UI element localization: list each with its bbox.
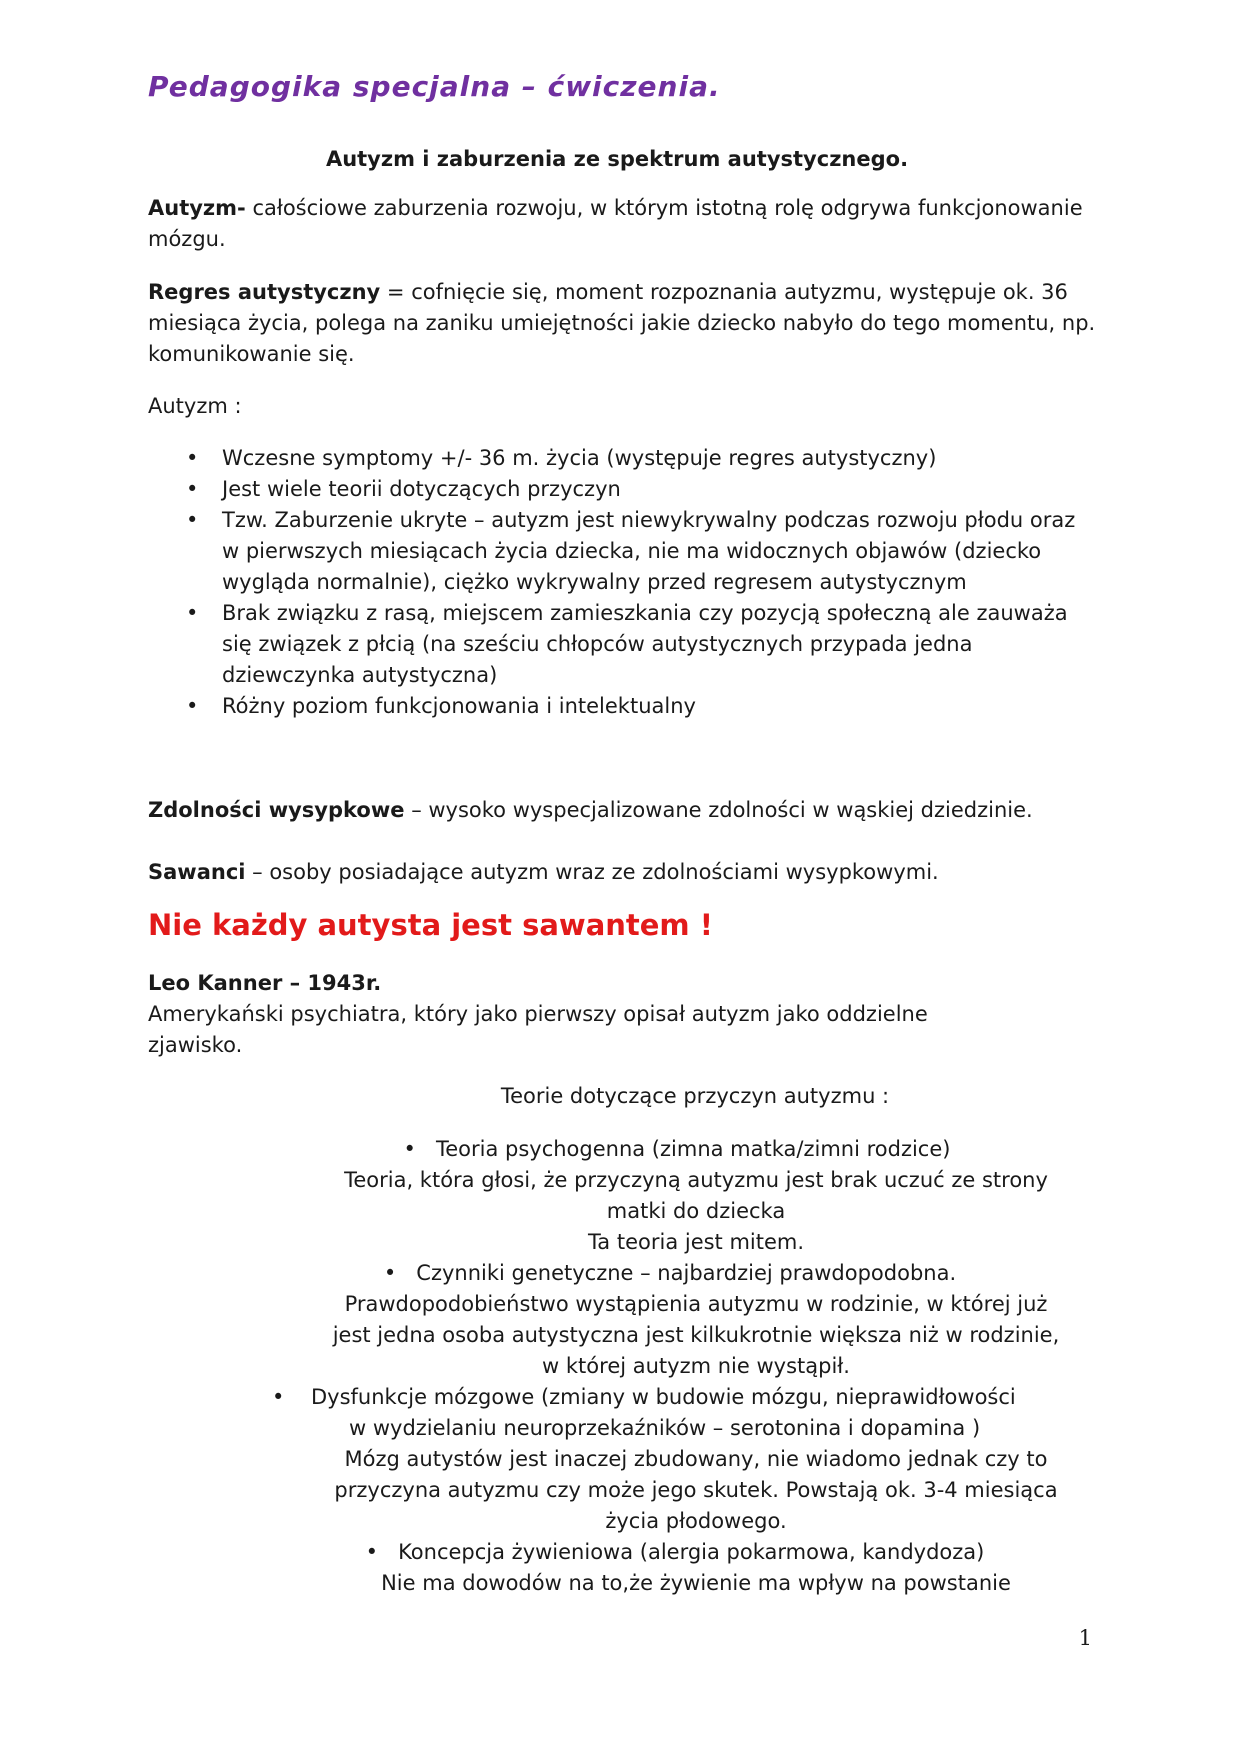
theories-heading: Teorie dotyczące przyczyn autyzmu : (500, 1084, 890, 1108)
list-item: • Brak związku z rasą, miejscem zamieszkania czy pozycją społeczną ale zauważa się związek z płcią (na sześciu chłopców autystycznych przypada jedna dziewczynka autystyczna) (222, 598, 1082, 691)
sawanci-definition (148, 857, 1098, 888)
kanner-text: Amerykański psychiatra, który jako pierwszy opisał autyzm jako oddzielne zjawisko. (148, 1002, 928, 1057)
kanner-heading: Leo Kanner – 1943r. (148, 971, 382, 995)
bullet-icon: • (186, 477, 199, 501)
theory-desc: przyczyna autyzmu czy może jego skutek. Powstają ok. 3-4 miesiąca (334, 1478, 1058, 1502)
theory-desc: Prawdopodobieństwo wystąpienia autyzmu w rodzinie, w której już (344, 1292, 1048, 1316)
list-item: • Różny poziom funkcjonowania i intelektualny (222, 691, 1082, 722)
theory-name: Koncepcja żywieniowa (alergia pokarmowa, kandydoza) (398, 1540, 985, 1564)
zdolnosci-definition (148, 795, 1098, 826)
zdolnosci-text: – wysoko wyspecjalizowane zdolności w wąskiej dziedzinie. (404, 798, 1033, 822)
regres-text: = cofnięcie się, moment rozpoznania autyzmu, występuje ok. 36 miesiąca życia, polega na zaniku umiejętności jakie dziecko nabyło do tego momentu, np. komunikowanie się. (148, 280, 1096, 366)
bullet-icon: • (365, 1540, 379, 1564)
theory-desc: matki do dziecka (606, 1199, 786, 1223)
zdolnosci-term: Zdolności wysypkowe (148, 798, 405, 822)
autyzm-definition (148, 193, 1098, 255)
autyzm-term: Autyzm- (148, 196, 246, 220)
bullet-icon: • (186, 694, 199, 718)
sawanci-text: – osoby posiadające autyzm wraz ze zdolnościami wysypkowymi. (245, 860, 939, 884)
autyzm-heading: Autyzm : (148, 394, 242, 418)
list-item: • Jest wiele teorii dotyczących przyczyn (222, 474, 1082, 505)
regres-definition (148, 277, 1098, 370)
page-number: 1 (1078, 1626, 1092, 1650)
bullet-icon: • (272, 1385, 285, 1409)
regres-term: Regres autystyczny (148, 280, 381, 304)
theory-name: w wydzielaniu neuroprzekaźników – serotonina i dopamina ) (349, 1416, 981, 1440)
sawanci-term: Sawanci (148, 860, 246, 884)
theory-item (374, 1134, 980, 1165)
theory-desc: Mózg autystów jest inaczej zbudowany, nie wiadomo jednak czy to (344, 1447, 1048, 1471)
theory-desc: życia płodowego. (605, 1509, 787, 1533)
theory-name: Teoria psychogenna (zimna matka/zimni rodzice) (435, 1137, 951, 1161)
theory-desc: Teoria, która głosi, że przyczyną autyzmu jest brak uczuć ze strony (344, 1168, 1048, 1192)
theory-item (330, 1537, 1020, 1568)
autyzm-text: całościowe zaburzenia rozwoju, w którym istotną rolę odgrywa funkcjonowanie mózgu. (148, 196, 1083, 251)
theory-item (360, 1258, 980, 1289)
bullet-icon: • (383, 1261, 397, 1285)
theory-desc: w której autyzm nie wystąpił. (542, 1354, 850, 1378)
page-title: Pedagogika specjalna – ćwiczenia. (148, 70, 721, 103)
bullet-icon: • (186, 508, 199, 532)
theory-desc: jest jedna osoba autystyczna jest kilkukrotnie większa niż w rodzinie, (332, 1323, 1060, 1347)
theory-desc: Ta teoria jest mitem. (587, 1230, 805, 1254)
theory-name: Dysfunkcje mózgowe (zmiany w budowie mózgu, nieprawidłowości (311, 1385, 1016, 1409)
theory-desc: Nie ma dowodów na to,że żywienie ma wpływ na powstanie (381, 1571, 1011, 1595)
section-heading: Autyzm i zaburzenia ze spektrum autystycznego. (325, 147, 909, 171)
warning-heading: Nie każdy autysta jest sawantem ! (148, 908, 713, 942)
autyzm-bullet-list (186, 443, 1082, 722)
bullet-icon: • (186, 601, 199, 625)
bullet-icon: • (186, 446, 199, 470)
list-item: • Tzw. Zaburzenie ukryte – autyzm jest niewykrywalny podczas rozwoju płodu oraz w pierwszych miesiącach życia dziecka, nie ma widocznych objawów (dziecko wygląda normalnie), ciężko wykrywalny przed regresem autystycznym (222, 505, 1082, 598)
theory-name: Czynniki genetyczne – najbardziej prawdopodobna. (416, 1261, 957, 1285)
bullet-icon: • (403, 1137, 416, 1161)
list-item: • Wczesne symptomy +/- 36 m. życia (występuje regres autystyczny) (222, 443, 1082, 474)
